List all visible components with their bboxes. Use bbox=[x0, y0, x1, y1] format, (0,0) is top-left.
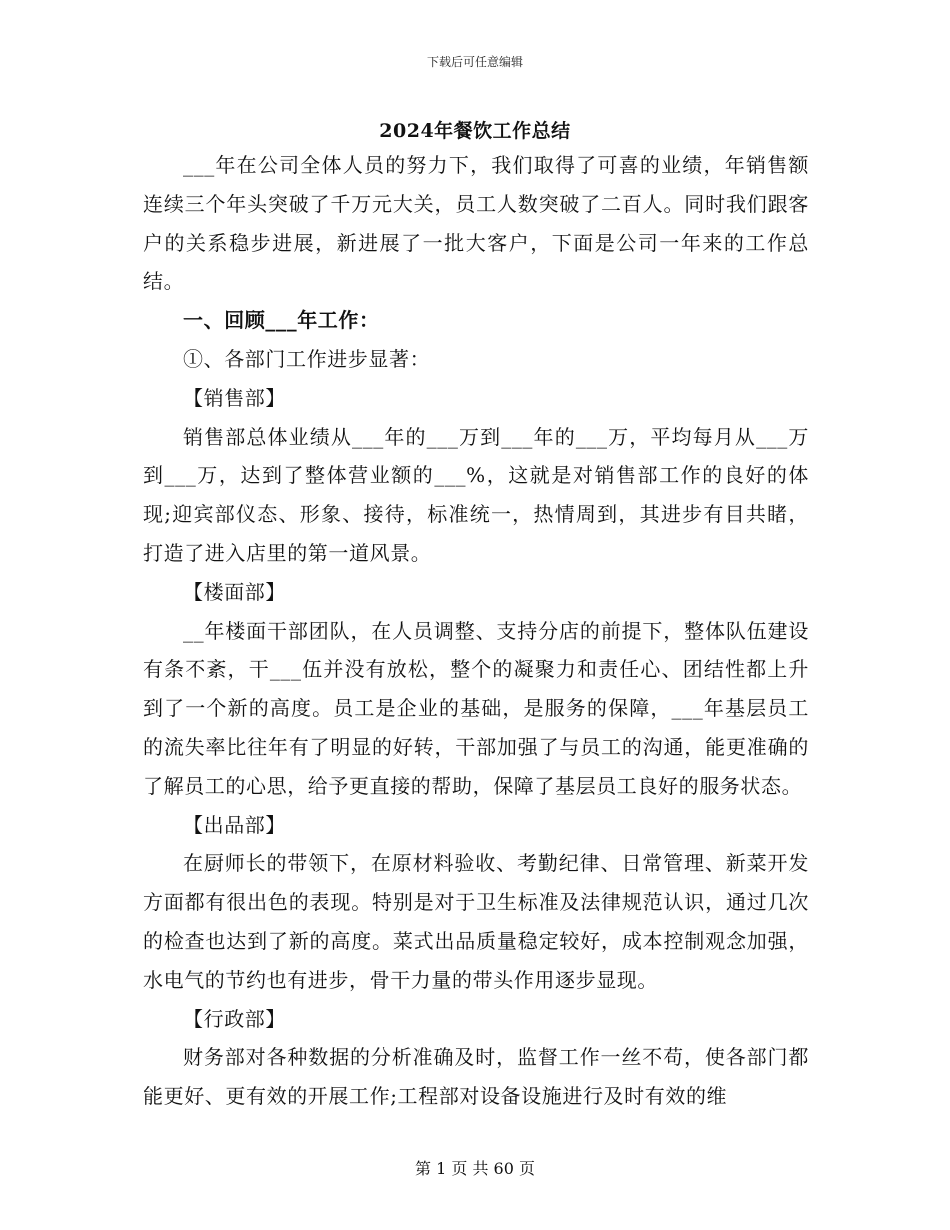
document-title: 2024年餐饮工作总结 bbox=[379, 120, 571, 142]
section-heading: 一、回顾___年工作： bbox=[183, 308, 380, 333]
subsection-heading: ①、各部门工作进步显著： bbox=[183, 346, 431, 371]
page-number-footer: 第 1 页 共 60 页 bbox=[415, 1159, 535, 1178]
department-heading-kitchen: 【出品部】 bbox=[183, 812, 286, 837]
header-note: 下载后可任意编辑 bbox=[426, 55, 523, 69]
paragraph-floor: __年楼面干部团队，在人员调整、支持分店的前提下，整体队伍建设有条不紊，干___伍并没有放松，整个的凝聚力和责任心、团结性都上升到了一个新的高度。员工是企业的基础，是服务的保障，___年基层员工的流失率比往年有了明显的好转，干部加强了与员工的沟通，能更准确的了解员工的心思，给予更直接的帮助，保障了基层员工良好的服务状态。 bbox=[143, 618, 809, 798]
paragraph-admin: 财务部对各种数据的分析准确及时，监督工作一丝不苟，使各部门都能更好、更有效的开展工作;工程部对设备设施进行及时有效的维 bbox=[143, 1045, 809, 1109]
document-body bbox=[143, 146, 809, 1116]
department-heading-admin: 【行政部】 bbox=[183, 1006, 286, 1031]
paragraph-kitchen: 在厨师长的带领下，在原材料验收、考勤纪律、日常管理、新菜开发方面都有很出色的表现。特别是对于卫生标准及法律规范认识，通过几次的检查也达到了新的高度。菜式出品质量稳定较好，成本控制观念加强，水电气的节约也有进步，骨干力量的带头作用逐步显现。 bbox=[143, 851, 809, 992]
paragraph-sales: 销售部总体业绩从___年的___万到___年的___万，平均每月从___万到___万，达到了整体营业额的___%，这就是对销售部工作的良好的体现;迎宾部仪态、形象、接待，标准统一，热情周到，其进步有目共睹，打造了进入店里的第一道风景。 bbox=[143, 424, 809, 565]
department-heading-sales: 【销售部】 bbox=[183, 385, 286, 410]
paragraph-intro: ___年在公司全体人员的努力下，我们取得了可喜的业绩，年销售额连续三个年头突破了千万元大关，员工人数突破了二百人。同时我们跟客户的关系稳步进展，新进展了一批大客户，下面是公司一年来的工作总结。 bbox=[143, 153, 809, 294]
department-heading-floor: 【楼面部】 bbox=[183, 579, 286, 604]
